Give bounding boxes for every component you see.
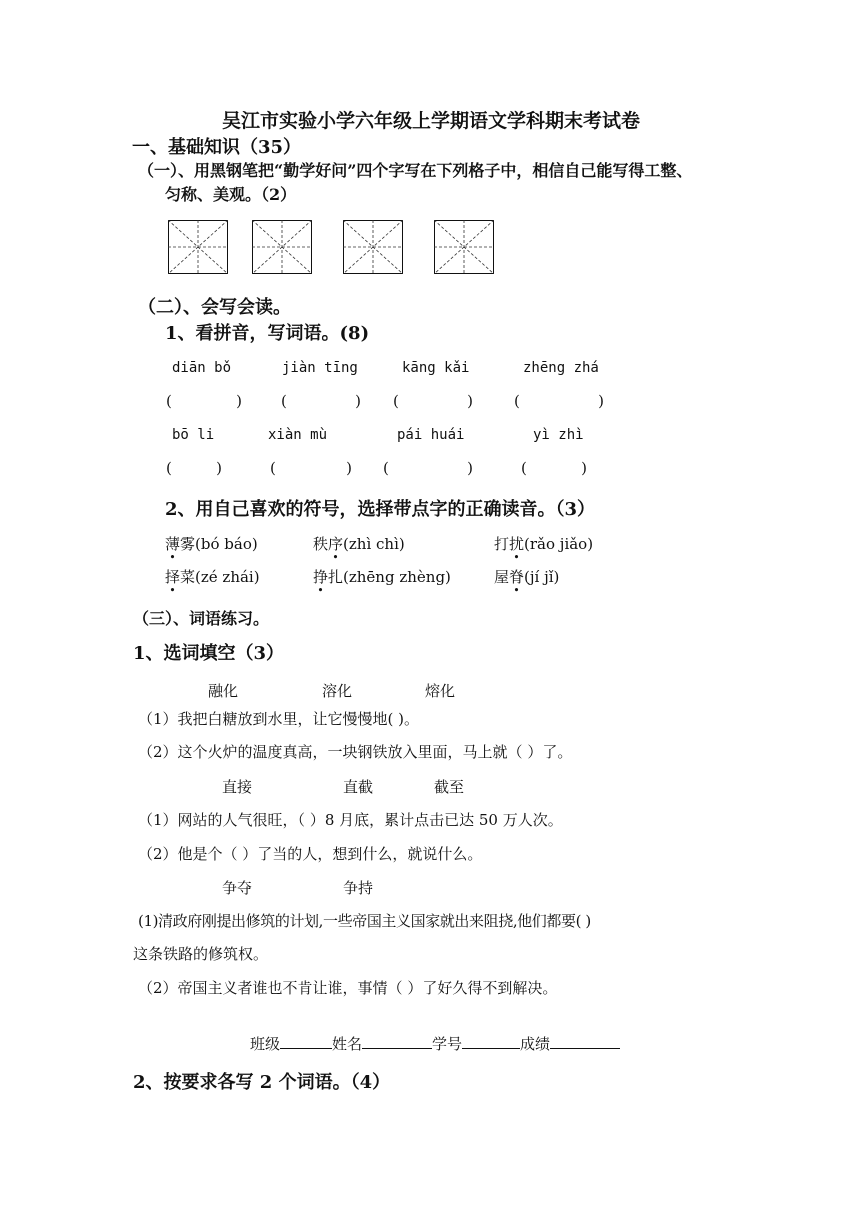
answer-blank[interactable]: ( ) [521, 459, 587, 477]
score-label: 成绩 [520, 1035, 551, 1053]
part2-heading: （二）、会写会读。 [138, 297, 291, 318]
pinyin-word: jiàn tīng [282, 360, 358, 376]
word-option: 溶化 [322, 682, 353, 700]
fill-in-sentence[interactable]: （2）他是个（ ）了当的人，想到什么，就说什么。 [138, 845, 483, 863]
word-option: 融化 [208, 682, 239, 700]
name-field[interactable] [362, 1034, 432, 1049]
writing-grid-box[interactable] [168, 220, 228, 274]
pronunciation-item[interactable]: 打扰(rǎo jiǎo) [494, 535, 594, 553]
word-option: 争夺 [222, 879, 253, 897]
dotted-character: 择 [165, 568, 181, 586]
pronunciation-item[interactable]: 屋脊(jí jǐ) [494, 568, 560, 586]
writing-grid-box[interactable] [252, 220, 312, 274]
fill-in-sentence[interactable]: （1）我把白糖放到水里，让它慢慢地( )。 [138, 710, 420, 728]
pronunciation-question-heading: 2、用自己喜欢的符号，选择带点字的正确读音。（3） [165, 499, 596, 520]
answer-blank[interactable]: ( ) [166, 459, 222, 477]
writing-grid-box[interactable] [434, 220, 494, 274]
word-option: 争持 [343, 879, 374, 897]
class-label: 班级 [250, 1035, 281, 1053]
pinyin-word: zhēng zhá [523, 360, 599, 376]
answer-blank[interactable]: ( ) [281, 392, 361, 410]
name-label: 姓名 [332, 1035, 363, 1053]
fill-in-sentence[interactable]: （2）帝国主义者谁也不肯让谁，事情（ ）了好久得不到解决。 [138, 979, 558, 997]
pinyin-question-heading: 1、看拼音，写词语。(8) [165, 323, 370, 344]
exam-title: 吴江市实验小学六年级上学期语文学科期末考试卷 [222, 110, 641, 132]
write-words-heading: 2、按要求各写 2 个词语。（4） [133, 1072, 391, 1093]
part1-instruction-line1: （一）、用黑钢笔把“勤学好问”四个字写在下列格子中，相信自己能写得工整、 [138, 161, 693, 180]
dotted-character: 序 [328, 535, 344, 553]
pronunciation-item[interactable]: 挣扎(zhēng zhèng) [313, 568, 451, 586]
writing-grid-box[interactable] [343, 220, 403, 274]
class-field[interactable] [280, 1034, 332, 1049]
pinyin-word: yì zhì [533, 427, 584, 443]
score-field[interactable] [550, 1034, 620, 1049]
fill-in-sentence-continued: 这条铁路的修筑权。 [133, 945, 269, 963]
pronunciation-item[interactable]: 薄雾(bó báo) [165, 535, 258, 553]
answer-blank[interactable]: ( ) [514, 392, 604, 410]
fill-in-sentence[interactable]: (1)清政府刚提出修筑的计划,一些帝国主义国家就出来阻挠,他们都要( ) [138, 912, 591, 930]
answer-blank[interactable]: ( ) [393, 392, 473, 410]
pinyin-word: diān bǒ [172, 360, 232, 376]
student-id-label: 学号 [432, 1035, 463, 1053]
section-heading-basics: 一、基础知识（35） [132, 137, 302, 158]
fill-in-sentence[interactable]: （2）这个火炉的温度真高，一块钢铁放入里面，马上就（ ）了。 [138, 743, 573, 761]
part1-instruction-line2: 匀称、美观。（2） [165, 185, 297, 204]
pinyin-word: pái huái [397, 427, 465, 443]
word-choice-heading: 1、选词填空（3） [133, 643, 285, 664]
dotted-character: 挣 [313, 568, 329, 586]
pronunciation-item[interactable]: 秩序(zhì chì) [313, 535, 405, 553]
pronunciation-item[interactable]: 择菜(zé zhái) [165, 568, 260, 586]
student-id-field[interactable] [462, 1034, 520, 1049]
answer-blank[interactable]: ( ) [383, 459, 473, 477]
student-info-line [250, 1033, 620, 1054]
answer-blank[interactable]: ( ) [270, 459, 352, 477]
word-option: 熔化 [425, 682, 456, 700]
word-option: 截至 [434, 778, 465, 796]
pinyin-word: kāng kǎi [402, 360, 470, 376]
part3-heading: （三）、词语练习。 [133, 609, 270, 628]
dotted-character: 扰 [509, 535, 525, 553]
dotted-character: 薄 [165, 535, 181, 553]
answer-blank[interactable]: ( ) [166, 392, 242, 410]
word-option: 直接 [222, 778, 253, 796]
fill-in-sentence[interactable]: （1）网站的人气很旺，（ ）8 月底，累计点击已达 50 万人次。 [138, 811, 563, 829]
dotted-character: 脊 [509, 568, 525, 586]
word-option: 直截 [343, 778, 374, 796]
pinyin-word: xiàn mù [268, 427, 328, 443]
pinyin-word: bō li [172, 427, 215, 443]
